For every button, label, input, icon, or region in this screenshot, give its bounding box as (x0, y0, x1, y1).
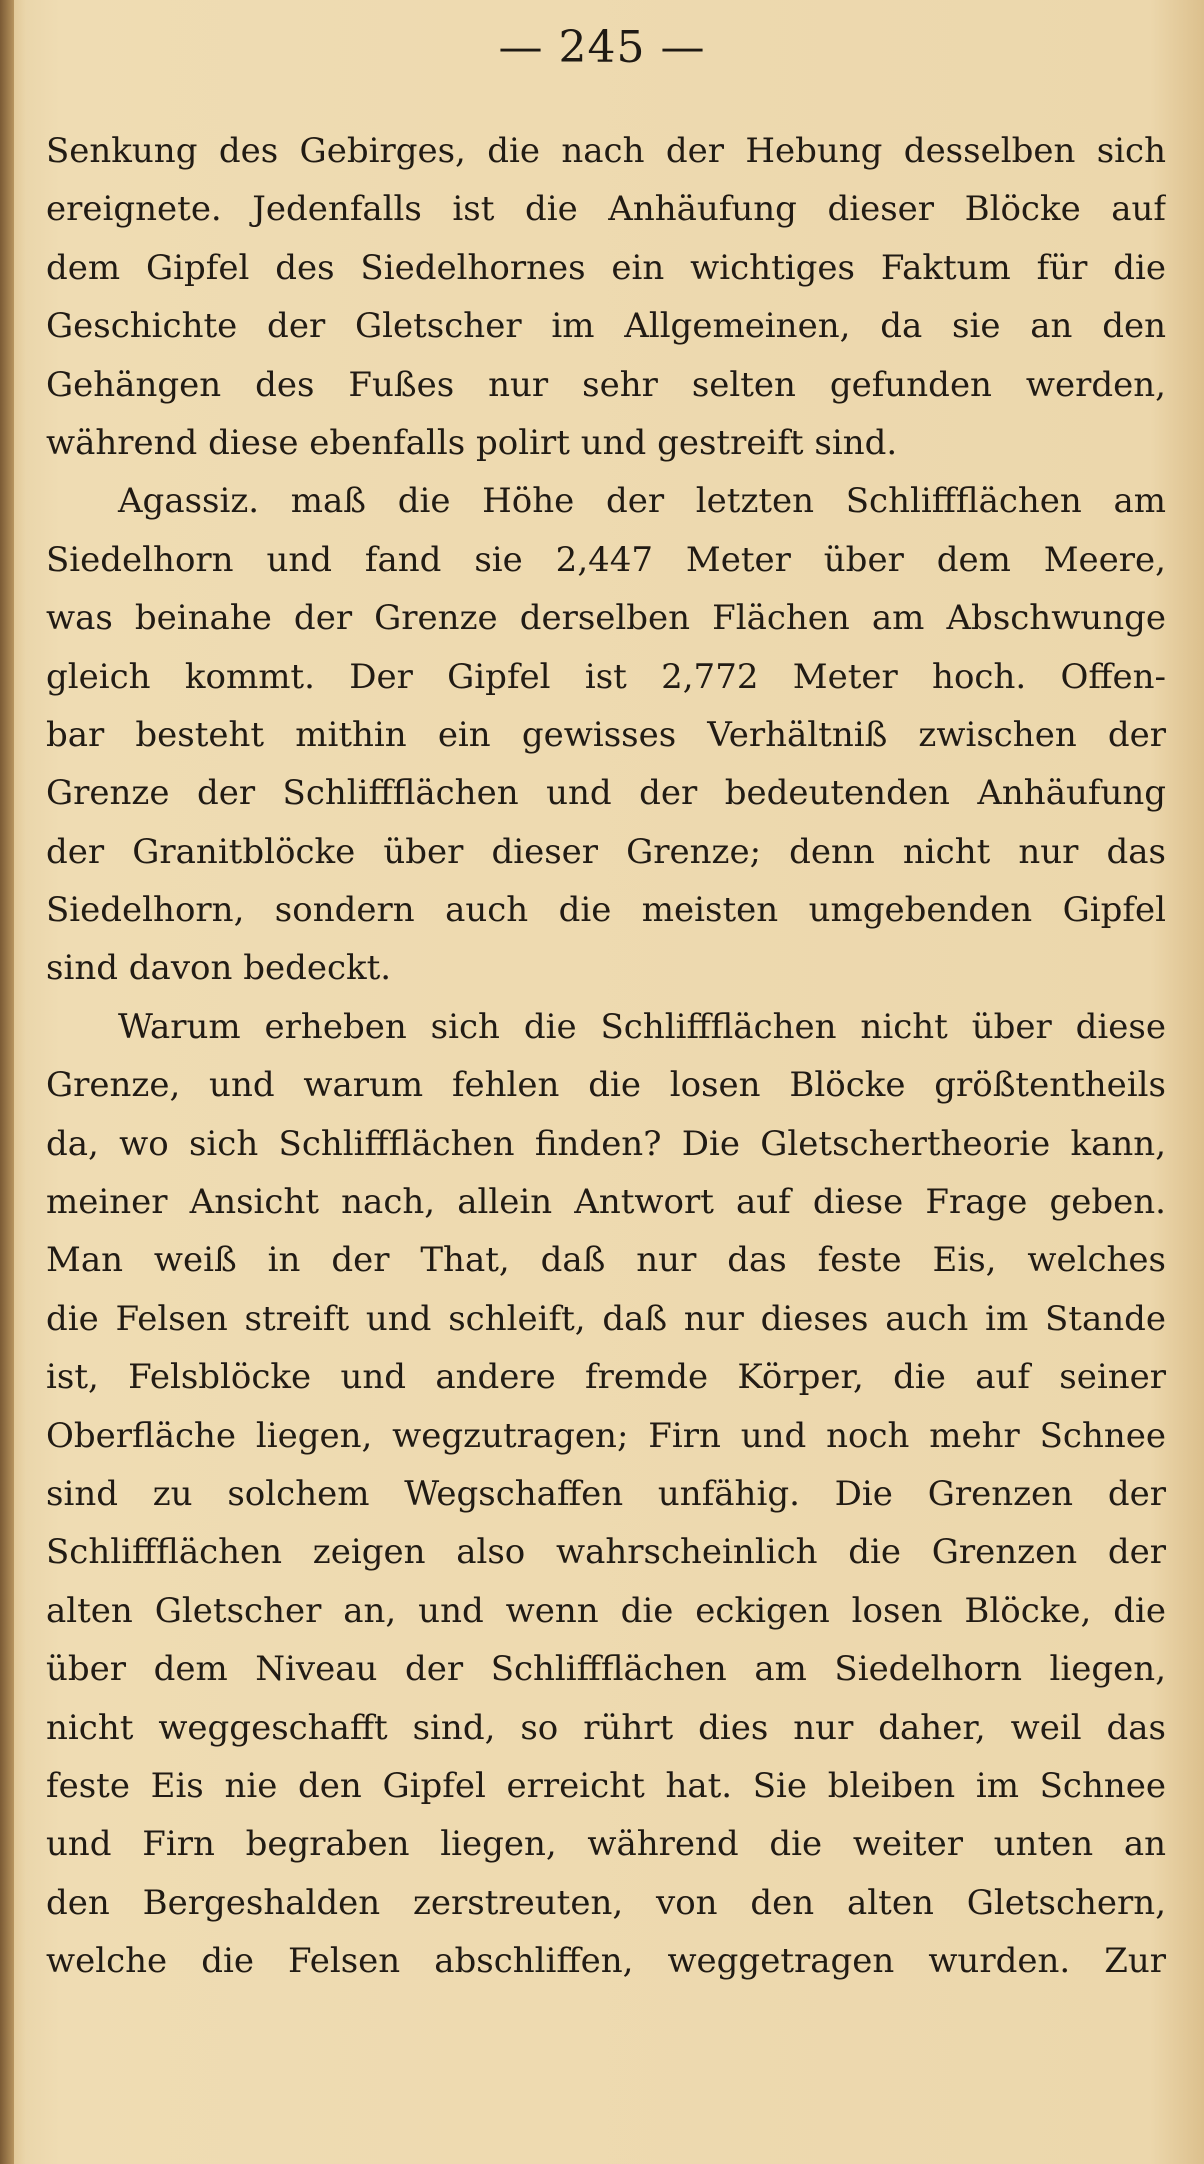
text-line: Geschichte der Gletscher im Allgemeinen, da sie an den (46, 306, 1166, 347)
text-line: und Firn begraben liegen, während die weiter unten an (46, 1824, 1166, 1865)
text-line: Warum erheben sich die Schliffflächen nicht über diese (118, 1006, 1166, 1047)
text-line: gleich kommt. Der Gipfel ist 2,772 Meter hoch. Offen- (46, 656, 1166, 697)
text-line: welche die Felsen abschliffen, weggetragen wurden. Zur (46, 1941, 1166, 1982)
text-line: sind davon bedeckt. (46, 948, 392, 989)
text-line: Gehängen des Fußes nur sehr selten gefunden werden, (46, 364, 1166, 405)
text-line: da, wo sich Schliffflächen finden? Die Gletschertheorie kann, (46, 1123, 1166, 1164)
text-line: über dem Niveau der Schliffflächen am Siedelhorn liegen, (46, 1649, 1166, 1690)
text-line: den Bergeshalden zerstreuten, von den alten Gletschern, (46, 1882, 1166, 1923)
text-line: Man weiß in der That, daß nur das feste Eis, welches (46, 1240, 1166, 1281)
text-line: meiner Ansicht nach, allein Antwort auf diese Frage geben. (46, 1182, 1166, 1223)
text-line: Grenze der Schliffflächen und der bedeutenden Anhäufung (46, 773, 1166, 814)
text-line: die Felsen streift und schleift, daß nur dieses auch im Stande (46, 1298, 1166, 1339)
text-line: dem Gipfel des Siedelhornes ein wichtiges Faktum für die (46, 247, 1166, 288)
text-line: feste Eis nie den Gipfel erreicht hat. Sie bleiben im Schnee (46, 1765, 1166, 1806)
text-line: nicht weggeschafft sind, so rührt dies nur daher, weil das (46, 1707, 1166, 1748)
text-line: der Granitblöcke über dieser Grenze; denn nicht nur das (46, 831, 1166, 872)
text-line: Agassiz. maß die Höhe der letzten Schliffflächen am (118, 481, 1166, 522)
text-line: alten Gletscher an, und wenn die eckigen losen Blöcke, die (46, 1590, 1166, 1631)
text-line: Siedelhorn, sondern auch die meisten umgebenden Gipfel (46, 890, 1166, 931)
text-line: was beinahe der Grenze derselben Flächen am Abschwunge (46, 598, 1166, 639)
text-line: ist, Felsblöcke und andere fremde Körper, die auf seiner (46, 1357, 1166, 1398)
text-line: während diese ebenfalls polirt und gestreift sind. (46, 422, 898, 463)
text-line: Siedelhorn und fand sie 2,447 Meter über dem Meere, (46, 539, 1166, 580)
text-line: Grenze, und warum fehlen die losen Blöcke größtentheils (46, 1065, 1166, 1106)
text-line: sind zu solchem Wegschaffen unfähig. Die Grenzen der (46, 1473, 1166, 1514)
book-gutter (0, 0, 14, 2164)
text-line: bar besteht mithin ein gewisses Verhältniß zwischen der (46, 714, 1166, 755)
page-number: — 245 — (498, 22, 706, 73)
text-line: Oberfläche liegen, wegzutragen; Firn und noch mehr Schnee (46, 1415, 1166, 1456)
text-line: Senkung des Gebirges, die nach der Hebung desselben sich (46, 131, 1166, 171)
text-line: ereignete. Jedenfalls ist die Anhäufung dieser Blöcke auf (46, 189, 1166, 230)
text-line: Schliffflächen zeigen also wahrscheinlich die Grenzen der (46, 1532, 1166, 1573)
body-text (46, 122, 1166, 1991)
